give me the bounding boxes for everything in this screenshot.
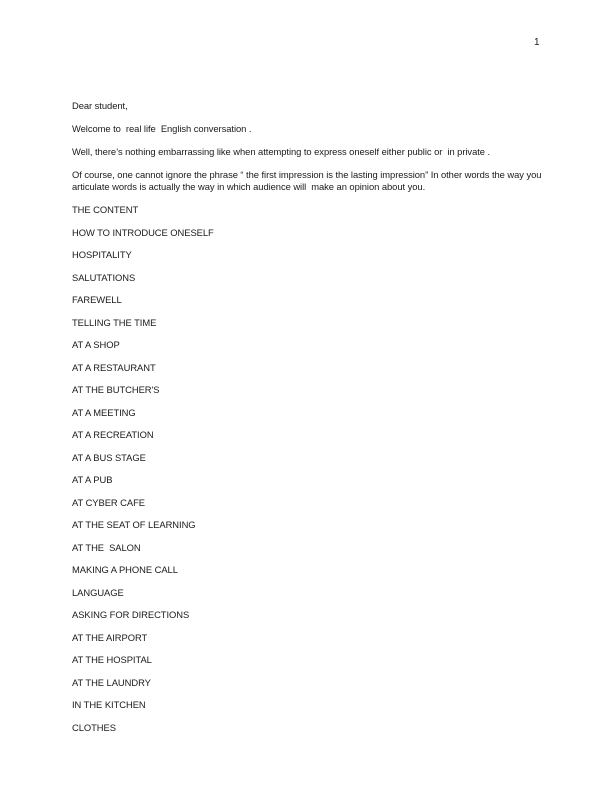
contents-item: LANGUAGE xyxy=(72,586,124,598)
contents-item: TELLING THE TIME xyxy=(72,316,157,328)
contents-item: HOSPITALITY xyxy=(72,249,132,260)
contents-item: AT A RECREATION xyxy=(72,429,154,440)
contents-item: AT A RESTAURANT xyxy=(72,361,156,373)
intro-paragraph-1: Well, there’s nothing embarrassing like when attempting to express oneself either public or in private . xyxy=(72,145,491,157)
contents-item: CLOTHES xyxy=(72,721,116,733)
contents-item: MAKING A PHONE CALL xyxy=(72,564,178,575)
page-number: 1 xyxy=(534,37,540,48)
contents-heading: THE CONTENT xyxy=(72,204,139,215)
intro-paragraph-2: Of course, one cannot ignore the phrase “ the first impression is the lasting impression” In other words the way you articulate words is actually the way in which audience will make an opinion about you. xyxy=(72,168,544,192)
contents-item: AT THE SALON xyxy=(72,541,141,553)
contents-item: SALUTATIONS xyxy=(72,271,136,283)
contents-item: ASKING FOR DIRECTIONS xyxy=(72,609,190,620)
document-body xyxy=(72,100,552,744)
contents-item: AT A SHOP xyxy=(72,339,120,350)
greeting: Dear student, xyxy=(72,100,128,111)
contents-item: AT A MEETING xyxy=(72,406,136,418)
contents-item: HOW TO INTRODUCE ONESELF xyxy=(72,226,214,238)
contents-item: AT THE AIRPORT xyxy=(72,631,148,643)
contents-item: AT A PUB xyxy=(72,474,113,485)
contents-item: IN THE KITCHEN xyxy=(72,699,146,710)
contents-item: AT A BUS STAGE xyxy=(72,451,146,463)
contents-item: AT THE SEAT OF LEARNING xyxy=(72,519,196,530)
contents-list xyxy=(72,227,552,745)
contents-item: FAREWELL xyxy=(72,294,122,305)
contents-item: AT CYBER CAFE xyxy=(72,496,145,508)
contents-item: AT THE LAUNDRY xyxy=(72,676,151,688)
contents-item: AT THE BUTCHER'S xyxy=(72,384,160,395)
contents-item: AT THE HOSPITAL xyxy=(72,654,152,665)
welcome-line: Welcome to real life English conversation . xyxy=(72,122,252,134)
